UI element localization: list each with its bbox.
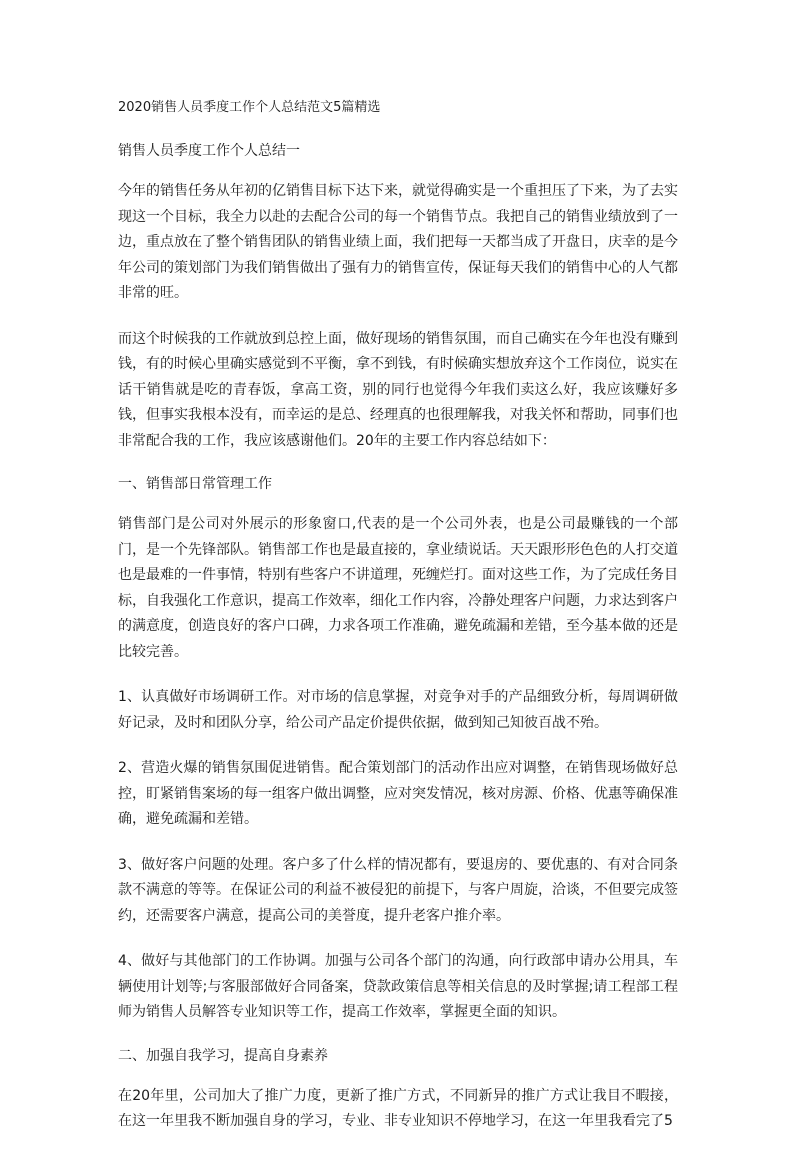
paragraph: 今年的销售任务从年初的亿销售目标下达下来，就觉得确实是一个重担压了下来，为了去实现这一个目标，我全力以赴的去配合公司的每一个销售节点。我把自己的销售业绩放到了一边，重点放在了整个销售团队的销售业绩上面，我们把每一天都当成了开盘日，庆幸的是今年公司的策划部门为我们销售做出了强有力的销售宣传，保证每天我们的销售中心的人气都非常的旺。: [118, 183, 678, 301]
list-item: 1、认真做好市场调研工作。对市场的信息掌握，对竞争对手的产品细致分析，每周调研做好记录，及时和团队分享，给公司产品定价提供依据，做到知己知彼百战不殆。: [118, 689, 678, 731]
section-intro-paragraph: 在20年里，公司加大了推广力度，更新了推广方式，不同新异的推广方式让我目不暇接，在这一年里我不断加强自身的学习，专业、非专业知识不停地学习，在这一年里我看完了5: [118, 1087, 678, 1129]
document-title: 2020销售人员季度工作个人总结范文5篇精选: [118, 100, 381, 115]
section-intro-paragraph: 销售部门是公司对外展示的形象窗口,代表的是一个公司外表，也是公司最赚钱的一个部门，是一个先锋部队。销售部工作也是最直接的，拿业绩说话。天天跟形形色色的人打交道也是最难的一件事情，特别有些客户不讲道理，死缠烂打。面对这些工作，为了完成任务目标，自我强化工作意识，提高工作效率，细化工作内容，冷静处理客户问题，力求达到客户的满意度，创造良好的客户口碑，力求各项工作准确，避免疏漏和差错，至今基本做的还是比较完善。: [118, 516, 678, 660]
document-subtitle: 销售人员季度工作个人总结一: [118, 143, 300, 159]
section-heading: 一、销售部日常管理工作: [118, 476, 272, 492]
list-item: 4、做好与其他部门的工作协调。加强与公司各个部门的沟通，向行政部申请办公用具，车辆使用计划等;与客服部做好合同备案，贷款政策信息等相关信息的及时掌握;请工程部工程师为销售人员解答专业知识等工作，提高工作效率，掌握更全面的知识。: [118, 953, 678, 1020]
list-item: 2、营造火爆的销售氛围促进销售。配合策划部门的活动作出应对调整，在销售现场做好总控，盯紧销售案场的每一组客户做出调整，应对突发情况，核对房源、价格、优惠等确保准确，避免疏漏和差错。: [118, 760, 678, 827]
paragraph: 而这个时候我的工作就放到总控上面，做好现场的销售氛围，而自己确实在今年也没有赚到钱，有的时候心里确实感觉到不平衡，拿不到钱，有时候确实想放弃这个工作岗位，说实在话干销售就是吃的青春饭，拿高工资，别的同行也觉得今年我们卖这么好，我应该赚好多钱，但事实我根本没有，而幸运的是总、经理真的也很理解我，对我关怀和帮助，同事们也非常配合我的工作，我应该感谢他们。20年的主要工作内容总结如下：: [118, 330, 678, 449]
document-page: [118, 98, 678, 1155]
list-item: 3、做好客户问题的处理。客户多了什么样的情况都有，要退房的、要优惠的、有对合同条款不满意的等等。在保证公司的利益不被侵犯的前提下，与客户周旋，洽谈，不但要完成签约，还需要客户满意，提高公司的美誉度，提升老客户推介率。: [118, 856, 678, 924]
section-heading: 二、加强自我学习，提高自身素养: [118, 1047, 328, 1064]
